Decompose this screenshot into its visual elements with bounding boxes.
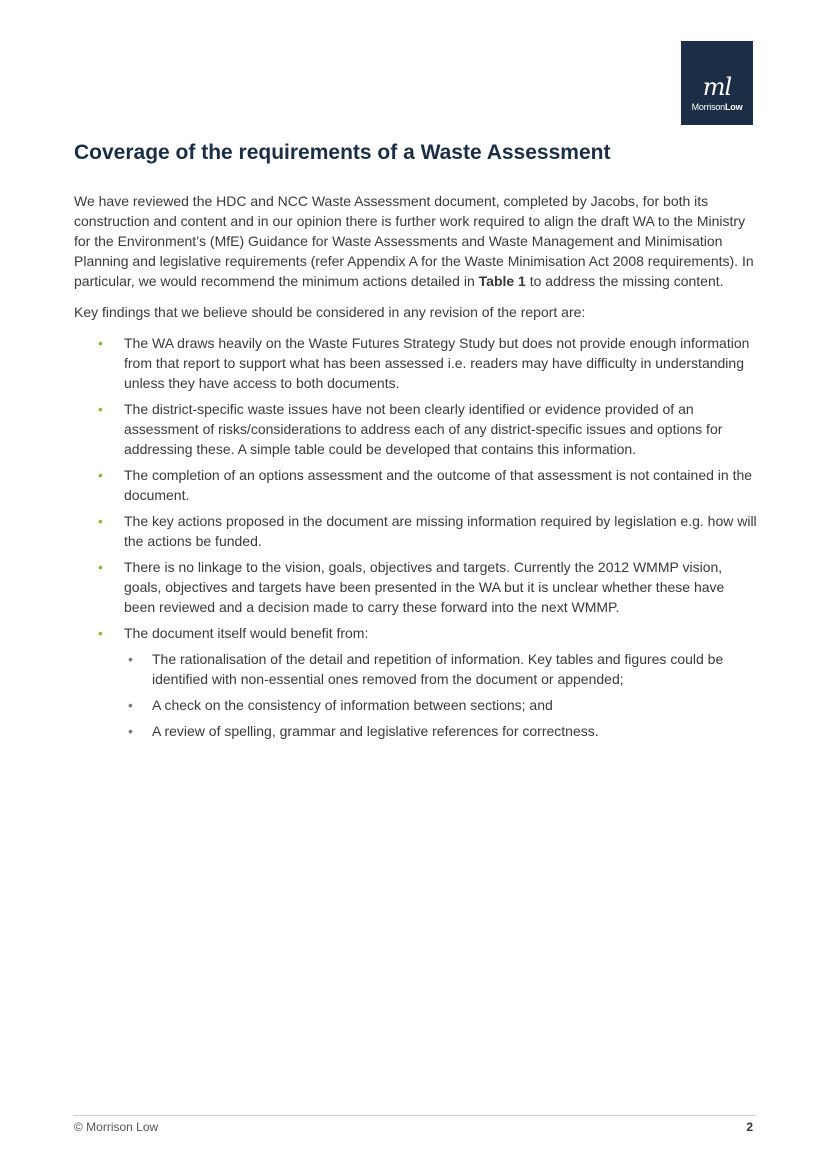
finding-text: The WA draws heavily on the Waste Futures Strategy Study but does not provide enough information from that report to support what has been assessed i.e. readers may have difficulty in understanding unless they have access to both documents.	[124, 335, 750, 391]
finding-text: The document itself would benefit from:	[124, 625, 369, 641]
finding-text: The key actions proposed in the document are missing information required by legislation e.g. how will the actions be funded.	[124, 513, 757, 549]
finding-text: There is no linkage to the vision, goals, objectives and targets. Currently the 2012 WMMP vision, goals, objectives and targets have been presented in the WA but it is unclear whether these have been reviewed and a decision made to carry these forward into the next WMMP.	[124, 559, 725, 615]
intro-text-after: to address the missing content.	[525, 273, 724, 289]
finding-item	[124, 557, 758, 617]
sub-findings-list	[124, 649, 758, 741]
intro-text-before: We have reviewed the HDC and NCC Waste Assessment document, completed by Jacobs, for both its construction and content and in our opinion there is further work required to align the draft WA to the Ministry for the Environment’s (MfE) Guidance for Waste Assessments and Waste Management and Minimisation Planning and legislative requirements (refer Appendix A for the Waste Minimisation Act 2008 requirements). In particular, we would recommend the minimum actions detailed in	[74, 193, 754, 289]
footer-divider	[73, 1115, 756, 1116]
finding-text: The completion of an options assessment and the outcome of that assessment is not contained in the document.	[124, 467, 753, 503]
finding-item	[124, 465, 758, 505]
footer-copyright: © Morrison Low	[74, 1120, 159, 1134]
findings-list	[74, 333, 758, 741]
finding-item	[124, 623, 758, 741]
sub-finding-text: A review of spelling, grammar and legislative references for correctness.	[152, 723, 599, 739]
sub-finding-text: The rationalisation of the detail and repetition of information. Key tables and figures could be identified with non-essential ones removed from the document or appended;	[152, 651, 724, 687]
intro-paragraph	[74, 191, 758, 291]
page-number: 2	[746, 1120, 753, 1134]
morrison-low-logo	[681, 41, 753, 125]
key-findings-lead: Key findings that we believe should be considered in any revision of the report are:	[74, 304, 586, 320]
document-body	[74, 191, 758, 747]
sub-finding-text: A check on the consistency of information between sections; and	[152, 697, 553, 713]
finding-item	[124, 511, 758, 551]
logo-monogram: ml	[702, 73, 732, 101]
logo-wordmark	[692, 102, 743, 112]
logo-wordmark-part1: Morrison	[691, 102, 725, 112]
finding-text: The district-specific waste issues have not been clearly identified or evidence provided of an assessment of risks/considerations to address each of any district-specific issues and options for addressing these. A simple table could be developed that contains this information.	[124, 401, 723, 457]
sub-finding-item	[152, 649, 758, 689]
sub-finding-item	[152, 721, 758, 741]
section-heading: Coverage of the requirements of a Waste Assessment	[74, 141, 611, 164]
finding-item	[124, 399, 758, 459]
table-reference: Table 1	[478, 273, 526, 289]
sub-finding-item	[152, 695, 758, 715]
logo-wordmark-part2: Low	[725, 102, 743, 112]
finding-item	[124, 333, 758, 393]
